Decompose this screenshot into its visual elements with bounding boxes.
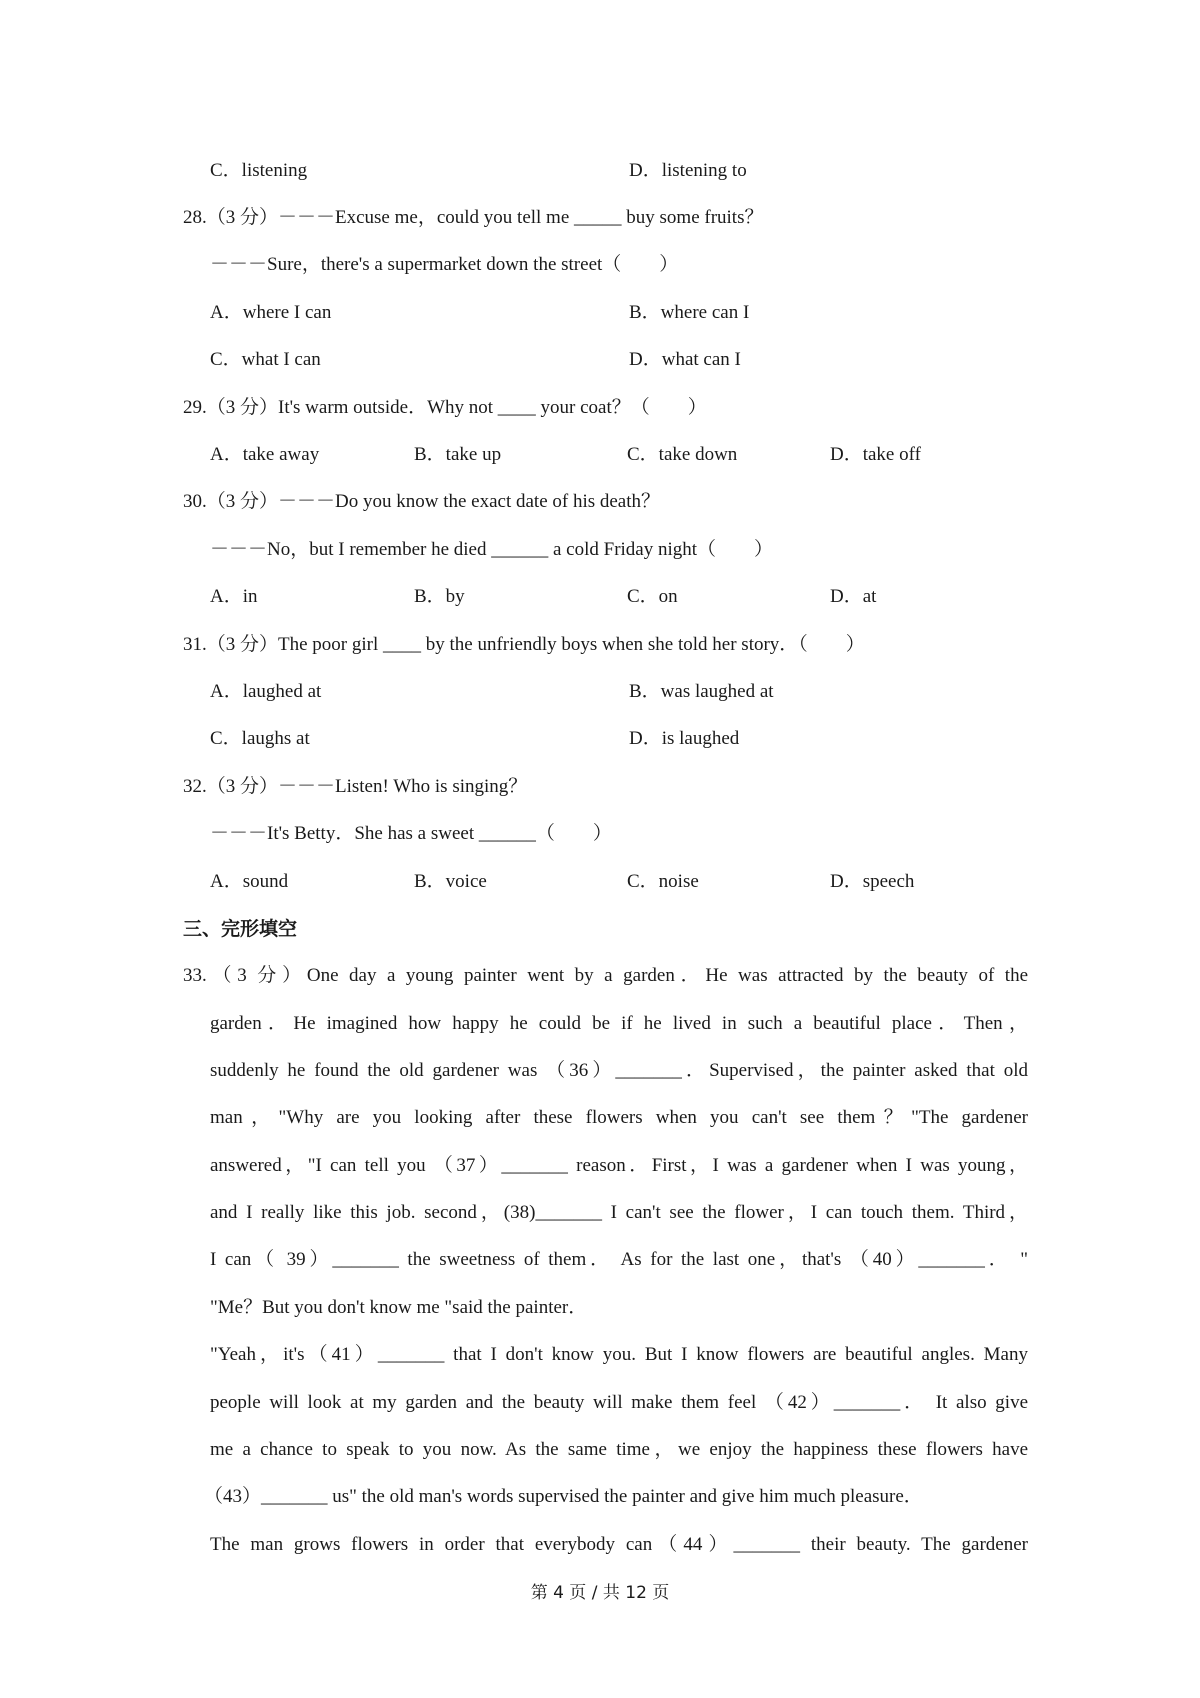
- q33-line-11: me a chance to speak to you now. As the same time，we enjoy the happiness these flowers have: [210, 1439, 1028, 1460]
- q33-line-13: The man grows flowers in order that everybody can（44）_______ their beauty. The gardener: [210, 1534, 1028, 1555]
- q33-line-4: man，"Why are you looking after these flowers when you can't see them？"The gardener: [210, 1107, 1028, 1128]
- q32-options: [0, 869, 1200, 895]
- q32-option-d: D．speech: [830, 871, 915, 892]
- q28-reply: －－－Sure，there's a supermarket down the street（ ）: [210, 254, 679, 275]
- q28-options-row2: [0, 347, 1200, 373]
- q32-reply: －－－It's Betty．She has a sweet ______（ ）: [210, 823, 612, 844]
- q31-option-a: A．laughed at: [210, 681, 322, 702]
- q29-option-b: B．take up: [414, 444, 502, 465]
- q30-option-a: A．in: [210, 586, 258, 607]
- q33-line-2: garden．He imagined how happy he could be if he lived in such a beautiful place．Then，: [210, 1013, 1028, 1034]
- q28-option-a: A．where I can: [210, 302, 332, 323]
- q31-options-row1: [0, 679, 1200, 705]
- q32-option-c: C．noise: [627, 871, 699, 892]
- q32-stem: 32.（3 分）－－－Listen! Who is singing？: [183, 776, 528, 797]
- q30-options: [0, 584, 1200, 610]
- q28-option-c: C．what I can: [210, 349, 321, 370]
- q33-line-6: and I really like this job. second，(38)_______ I can't see the flower，I can touch them. Third，: [210, 1202, 1028, 1223]
- q29-option-a: A．take away: [210, 444, 320, 465]
- q32-option-a: A．sound: [210, 871, 289, 892]
- q28-option-b: B．where can I: [629, 302, 750, 323]
- q28-stem: 28.（3 分）－－－Excuse me，could you tell me _____ buy some fruits？: [183, 207, 764, 228]
- q30-reply: －－－No，but I remember he died ______ a cold Friday night（ ）: [210, 539, 774, 560]
- q27-options: [0, 158, 1200, 184]
- q32-option-b: B．voice: [414, 871, 487, 892]
- q31-option-b: B．was laughed at: [629, 681, 774, 702]
- q31-option-c: C．laughs at: [210, 728, 310, 749]
- q33-line-12: （43）_______ us" the old man's words supervised the painter and give him much pleasure．: [204, 1486, 923, 1507]
- q29-options: [0, 442, 1200, 468]
- q33-line-7: I can（ 39）_______ the sweetness of them． As for the last one，that's （40）_______． ": [210, 1249, 1028, 1270]
- q33-line-10: people will look at my garden and the beauty will make them feel （42）_______． It also give: [210, 1392, 1028, 1413]
- q29-option-d: D．take off: [830, 444, 921, 465]
- q33-line-3: suddenly he found the old gardener was （36）_______．Supervised，the painter asked that old: [210, 1060, 1028, 1081]
- q33-line-8: "Me？But you don't know me "said the painter．: [210, 1297, 588, 1318]
- q31-option-d: D．is laughed: [629, 728, 740, 749]
- q30-stem: 30.（3 分）－－－Do you know the exact date of his death？: [183, 491, 661, 512]
- q33-line-9: "Yeah，it's（41）_______ that I don't know you. But I know flowers are beautiful angles. Many: [210, 1344, 1028, 1365]
- q27-option-d: D．listening to: [629, 160, 747, 181]
- q27-option-c: C．listening: [210, 160, 308, 181]
- q30-option-c: C．on: [627, 586, 678, 607]
- q30-option-b: B．by: [414, 586, 465, 607]
- q31-options-row2: [0, 726, 1200, 752]
- q33-line-1: 33.（3 分）One day a young painter went by a garden．He was attracted by the beauty of the: [183, 965, 1028, 986]
- q33-line-5: answered，"I can tell you （37）_______ reason．First，I was a gardener when I was young，: [210, 1155, 1028, 1176]
- q28-options-row1: [0, 300, 1200, 326]
- q29-option-c: C．take down: [627, 444, 738, 465]
- section-title-cloze: 三、完形填空: [183, 918, 298, 940]
- q31-stem: 31.（3 分）The poor girl ____ by the unfriendly boys when she told her story．（ ）: [183, 634, 865, 655]
- page-number-footer: 第 4 页 / 共 12 页: [530, 1583, 670, 1603]
- q28-option-d: D．what can I: [629, 349, 741, 370]
- q29-stem: 29.（3 分）It's warm outside．Why not ____ your coat？（ ）: [183, 397, 707, 418]
- q30-option-d: D．at: [830, 586, 877, 607]
